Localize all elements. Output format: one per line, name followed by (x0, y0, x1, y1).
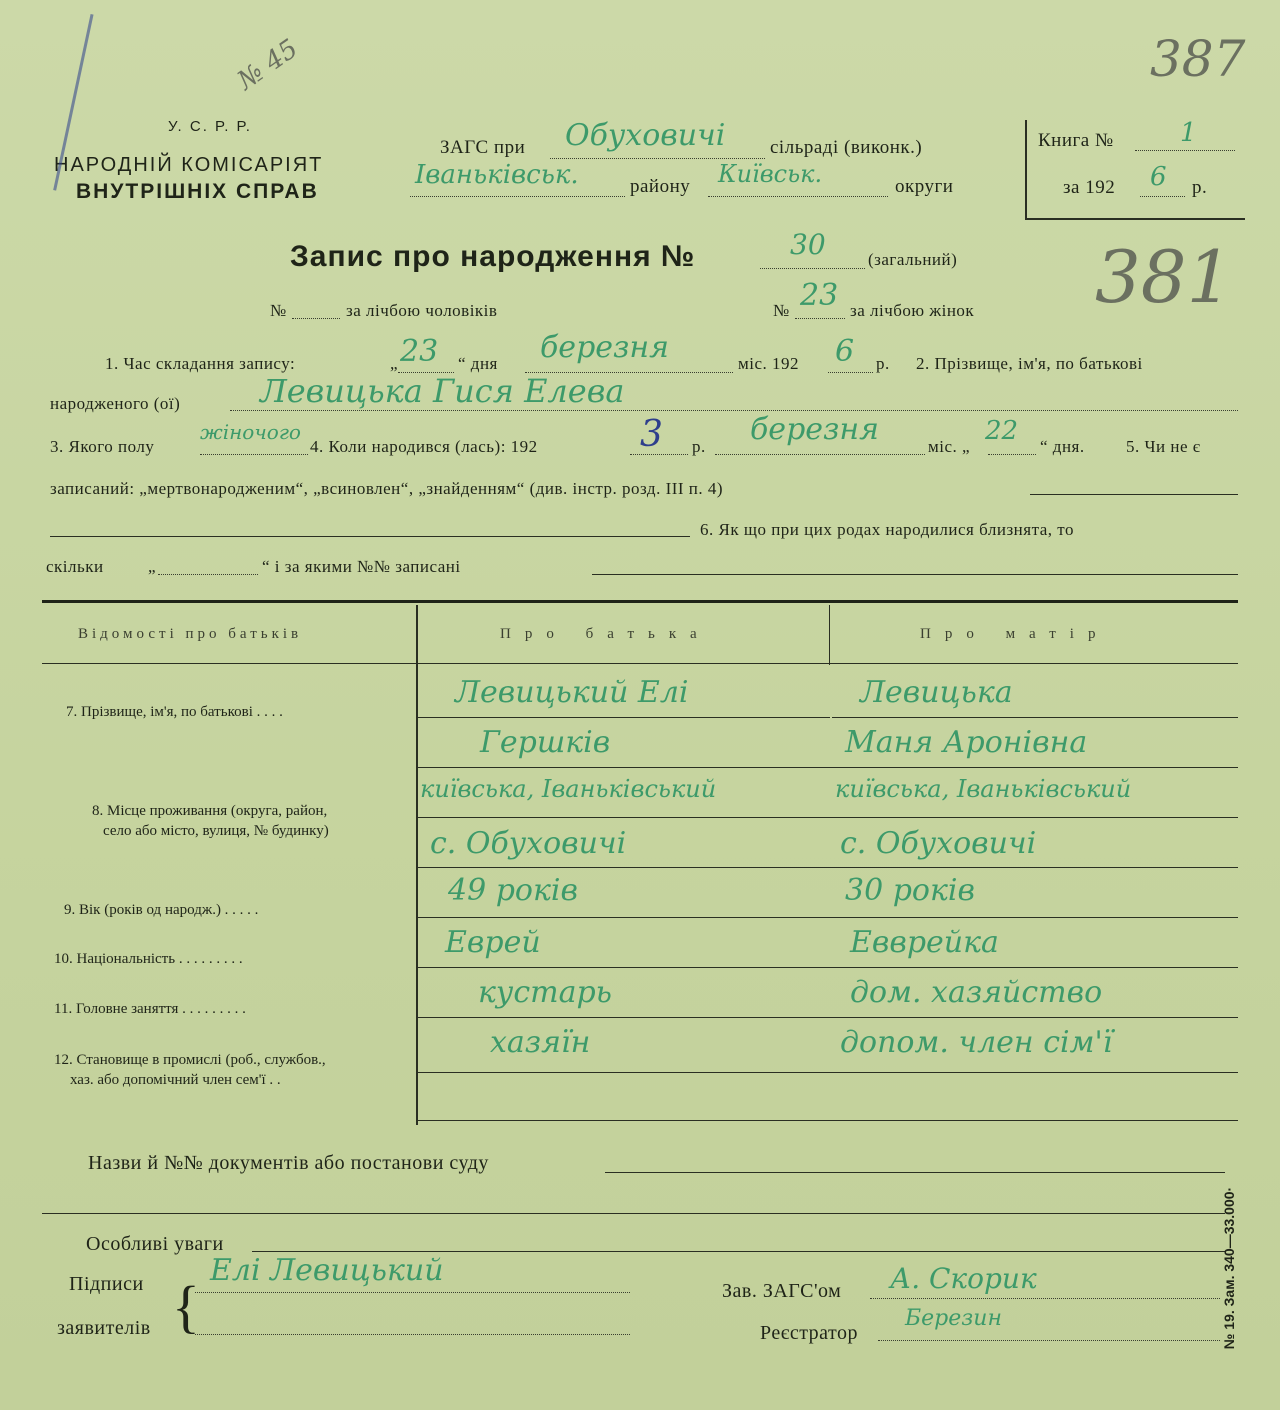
month-handwritten: березня (540, 330, 670, 365)
women-no-sign: № (773, 301, 790, 320)
mother-name: Левицька (860, 675, 1013, 710)
father-occupation: кустарь (478, 975, 612, 1010)
record-no-line (760, 268, 865, 269)
field1-year-end: р. (876, 354, 890, 373)
year-handwritten: 6 (835, 334, 855, 369)
born-label: народженого (ої) (50, 394, 181, 413)
row7-label: 7. Прізвище, ім'я, по батькові . . . . (66, 704, 283, 720)
field1-day-close: “ дня (458, 354, 498, 373)
applicant-sig-line-1 (195, 1292, 630, 1293)
row-rule-3 (418, 817, 1238, 818)
okrug-handwritten: Київськ. (718, 160, 823, 188)
row-rule-8 (418, 1072, 1238, 1073)
father-name: Левицький Елі (455, 675, 689, 710)
row8-label1: 8. Місце проживання (округа, район, (92, 803, 328, 819)
documents-label: Назви й №№ документів або постанови суду (88, 1152, 489, 1174)
women-count-label: за лічбою жінок (850, 301, 975, 320)
birth-month-line (715, 454, 925, 455)
book-year-suffix: р. (1192, 177, 1208, 198)
field4-label: 4. Коли народився (лась): 192 (310, 437, 538, 456)
registrar-signature: Березин (905, 1306, 1002, 1331)
field4-r: р. (692, 437, 706, 456)
row12-label1: 12. Становище в промислі (роб., службов., (54, 1052, 326, 1068)
book-year-handwritten: 6 (1150, 162, 1167, 192)
father-patronymic: Гершків (480, 725, 611, 760)
name-line (230, 410, 1238, 411)
women-no-handwritten: 23 (800, 278, 839, 313)
women-no-line (795, 318, 845, 319)
mother-residence: київська, Іваньківський (835, 775, 1132, 803)
father-age: 49 років (448, 873, 578, 908)
big-right-pencil: 381 (1095, 235, 1233, 319)
row-rule-9 (418, 1120, 1238, 1121)
row-rule-5 (418, 917, 1238, 918)
field2-label: 2. Прізвище, ім'я, по батькові (916, 354, 1143, 373)
table-col2-header: Про батька (500, 626, 711, 642)
field5-line2: записаний: „мертвонародженим“, „всиновлен“, „знайденням“ (див. інстр. розд. III п. 4) (50, 479, 724, 498)
birth-year-handwritten: 3 (640, 414, 663, 455)
field5-continue (50, 536, 690, 537)
field6-close: “ і за якими №№ записані (262, 557, 461, 576)
book-year-line (1140, 196, 1185, 197)
district-handwritten: Іваньківськ. (415, 160, 579, 190)
field3-label: 3. Якого полу (50, 437, 155, 456)
field6-line2a: скільки (46, 557, 104, 576)
men-count-label: за лічбою чоловіків (346, 301, 498, 320)
twins-numbers-line (592, 574, 1238, 575)
mother-occupation: дом. хазяйство (850, 975, 1103, 1010)
book-no-line (1135, 150, 1235, 151)
okrug-label: округи (895, 176, 954, 197)
field4-day: “ дня. (1040, 437, 1085, 456)
row-rule-2 (418, 767, 1238, 768)
field5-fill (1030, 494, 1238, 495)
signatures-label-2: заявителів (57, 1317, 151, 1339)
field6-label: 6. Як що при цих родах народилися близнята, то (700, 520, 1074, 539)
village-handwritten: Обуховичі (565, 118, 726, 153)
ussr-label: У. С. Р. Р. (168, 118, 252, 135)
row-rule-1m (832, 717, 1238, 718)
table-col-divider-1 (416, 605, 418, 1125)
field6-open: „ (148, 557, 157, 576)
registrar-label: Реєстратор (760, 1322, 859, 1344)
row-rule-7 (418, 1017, 1238, 1018)
mother-age: 30 років (845, 873, 975, 908)
row-rule-1 (418, 717, 830, 718)
village-council-label: сільраді (виконк.) (770, 137, 923, 158)
birth-day-handwritten: 22 (985, 416, 1019, 446)
field1-month: міс. 192 (738, 354, 800, 373)
child-name-handwritten: Левицька Гися Елева (260, 372, 625, 410)
twins-count-line (158, 574, 258, 575)
head-zags-line (870, 1298, 1220, 1299)
head-zags-signature: А. Скорик (890, 1262, 1037, 1295)
documents-line-2 (42, 1213, 1225, 1214)
internal-affairs-label: ВНУТРІШНІХ СПРАВ (76, 180, 319, 203)
field4-mis: міс. „ (928, 437, 971, 456)
father-residence: київська, Іваньківський (420, 775, 717, 803)
notes-label: Особливі уваги (86, 1233, 224, 1255)
field1-label: 1. Час складання запису: (105, 354, 296, 373)
row8-label2: село або місто, вулиця, № будинку) (103, 823, 329, 839)
table-top-rule (42, 600, 1238, 603)
birth-month-handwritten: березня (750, 412, 880, 447)
father-nationality: Еврей (445, 925, 541, 960)
signatures-brace: { (172, 1274, 200, 1339)
mother-patronymic: Маня Аронівна (845, 725, 1088, 760)
row10-label: 10. Національність . . . . . . . . . (54, 951, 243, 967)
sex-handwritten: жіночого (200, 420, 301, 444)
district-label: району (630, 176, 691, 197)
sex-line (200, 454, 308, 455)
registrar-line (878, 1340, 1220, 1341)
table-col1-header: Відомості про батьків (78, 626, 303, 642)
documents-line (605, 1172, 1225, 1173)
table-header-rule (42, 663, 1238, 664)
book-year-label: за 192 (1063, 177, 1116, 198)
top-right-pencil: 387 (1150, 30, 1246, 88)
row11-label: 11. Головне заняття . . . . . . . . . (54, 1001, 246, 1017)
birth-year-line (630, 454, 688, 455)
record-title: Запис про народження № (290, 240, 696, 273)
corner-signature (53, 14, 260, 226)
general-label: (загальний) (868, 250, 958, 269)
commissariat-label: НАРОДНІЙ КОМІСАРІЯТ (54, 154, 324, 176)
men-no-line (292, 318, 340, 319)
applicant-signature: Елі Левицький (210, 1253, 444, 1288)
men-no-sign: № (270, 301, 287, 320)
birth-day-line (988, 454, 1036, 455)
village-line (550, 158, 765, 159)
mother-nationality: Евврейка (850, 925, 999, 960)
table-col3-header: Про матір (920, 626, 1110, 642)
head-zags-label: Зав. ЗАГС'ом (722, 1280, 842, 1302)
notes-line (252, 1251, 1225, 1252)
record-no-handwritten: 30 (790, 228, 826, 261)
zags-at-label: ЗАГС при (440, 137, 526, 158)
field5-label: 5. Чи не є (1126, 437, 1201, 456)
father-village: с. Обуховичі (430, 826, 627, 861)
book-label: Книга № (1038, 130, 1114, 151)
district-line (410, 196, 625, 197)
mother-village: с. Обуховичі (840, 826, 1037, 861)
row12-label2: хаз. або допомічний член сем'ї . . (70, 1072, 281, 1088)
day-handwritten: 23 (400, 334, 439, 369)
signatures-label-1: Підписи (69, 1273, 144, 1295)
row-rule-4 (418, 867, 1238, 868)
father-status: хазяїн (490, 1025, 591, 1060)
field1-day-open: „ (390, 354, 399, 373)
mother-status: допом. член сім'ї (840, 1025, 1113, 1060)
book-no-handwritten: 1 (1180, 118, 1197, 148)
corner-pencil-note: № 45 (232, 33, 304, 97)
row9-label: 9. Вік (років од народж.) . . . . . (64, 902, 259, 918)
table-col-divider-2 (829, 605, 830, 665)
year-line (828, 372, 873, 373)
side-print-number: № 19. Зам. 340—33.000· (1221, 1186, 1238, 1350)
row-rule-6 (418, 967, 1238, 968)
okrug-line (708, 196, 888, 197)
applicant-sig-line-2 (195, 1334, 630, 1335)
